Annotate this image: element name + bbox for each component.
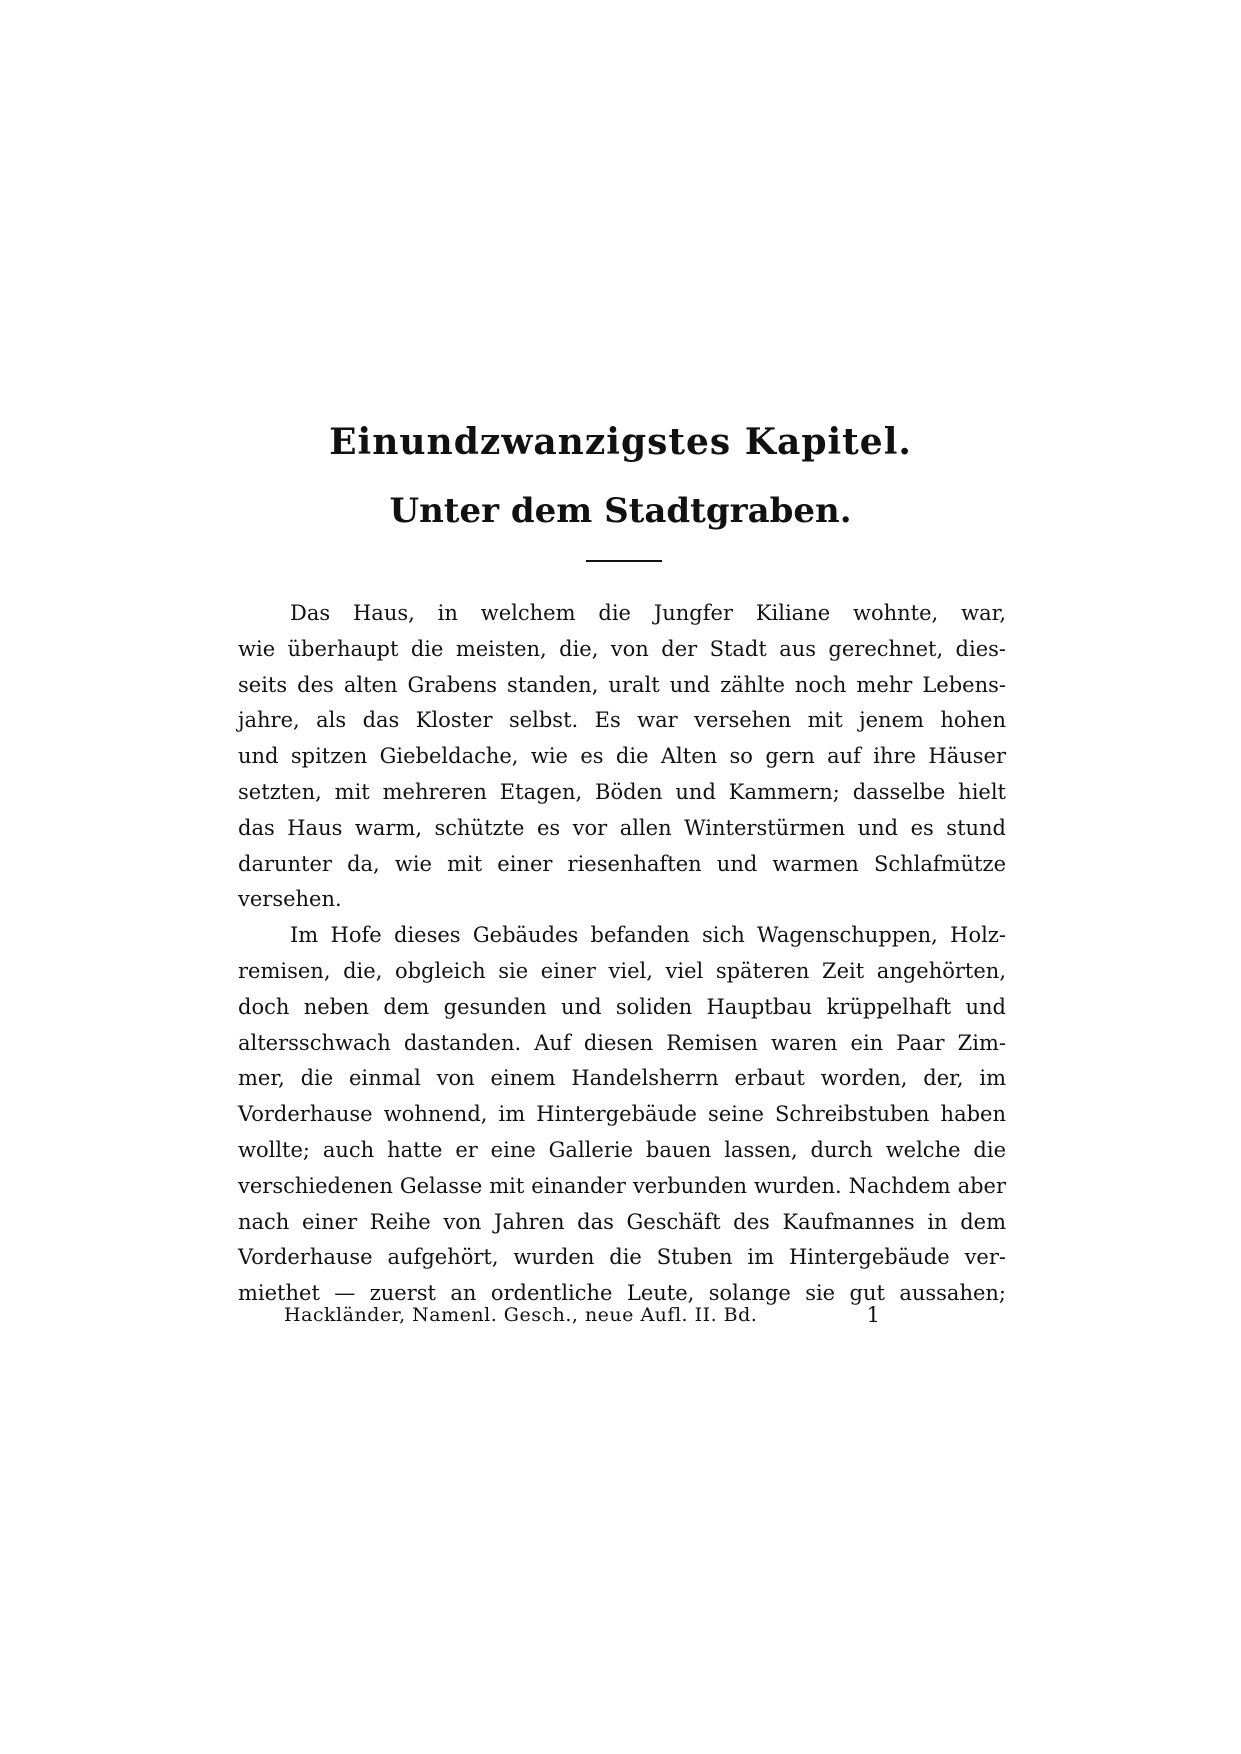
text-line: und spitzen Giebeldache, wie es die Alten so gern auf ihre Häuser	[238, 744, 1006, 769]
text-line: Das Haus, in welchem die Jungfer Kiliane wohnte, war,	[290, 601, 1006, 625]
text-line: wie überhaupt die meisten, die, von der Stadt aus gerechnet, dies-	[238, 636, 1006, 661]
text-line: darunter da, wie mit einer riesenhaften und warmen Schlafmütze	[238, 851, 1006, 876]
page-number: 1	[866, 1303, 880, 1327]
text-line: altersschwach dastanden. Auf diesen Remisen waren ein Paar Zim-	[238, 1030, 1006, 1055]
text-line: verschiedenen Gelasse mit einander verbunden wurden. Nachdem aber	[238, 1173, 1006, 1198]
text-line: mer, die einmal von einem Handelsherrn erbaut worden, der, im	[238, 1066, 1006, 1091]
text-line: Vorderhause wohnend, im Hintergebäude seine Schreibstuben haben	[238, 1102, 1006, 1127]
chapter-title: Einundzwanzigstes Kapitel.	[329, 421, 912, 463]
text-line: doch neben dem gesunden und soliden Hauptbau krüppelhaft und	[238, 994, 1006, 1019]
text-line: remisen, die, obgleich sie einer viel, viel späteren Zeit angehörten,	[238, 958, 1006, 983]
text-line: Im Hofe dieses Gebäudes befanden sich Wagenschuppen, Holz-	[290, 923, 1006, 948]
text-line: das Haus warm, schützte es vor allen Winterstürmen und es stund	[238, 815, 1006, 840]
paragraph	[238, 596, 1006, 918]
text-line: setzten, mit mehreren Etagen, Böden und Kammern; dasselbe hielt	[238, 779, 1006, 804]
body-text	[238, 596, 1006, 1312]
title-divider	[586, 560, 662, 562]
text-line: wollte; auch hatte er eine Gallerie bauen lassen, durch welche die	[238, 1137, 1006, 1162]
text-line: miethet — zuerst an ordentliche Leute, solange sie gut aussahen;	[238, 1281, 1006, 1306]
text-line: jahre, als das Kloster selbst. Es war versehen mit jenem hohen	[238, 708, 1006, 733]
page-footer	[284, 1298, 880, 1332]
paragraph	[238, 918, 1006, 1312]
chapter-subtitle: Unter dem Stadtgraben.	[389, 491, 852, 531]
footer-citation: Hackländer, Namenl. Gesch., neue Aufl. II. Bd.	[284, 1304, 758, 1326]
text-line: versehen.	[238, 887, 342, 912]
text-line: seits des alten Grabens standen, uralt und zählte noch mehr Lebens-	[238, 672, 1006, 697]
text-line: Vorderhause aufgehört, wurden die Stuben im Hintergebäude ver-	[238, 1245, 1006, 1270]
text-line: nach einer Reihe von Jahren das Geschäft des Kaufmannes in dem	[238, 1209, 1006, 1234]
